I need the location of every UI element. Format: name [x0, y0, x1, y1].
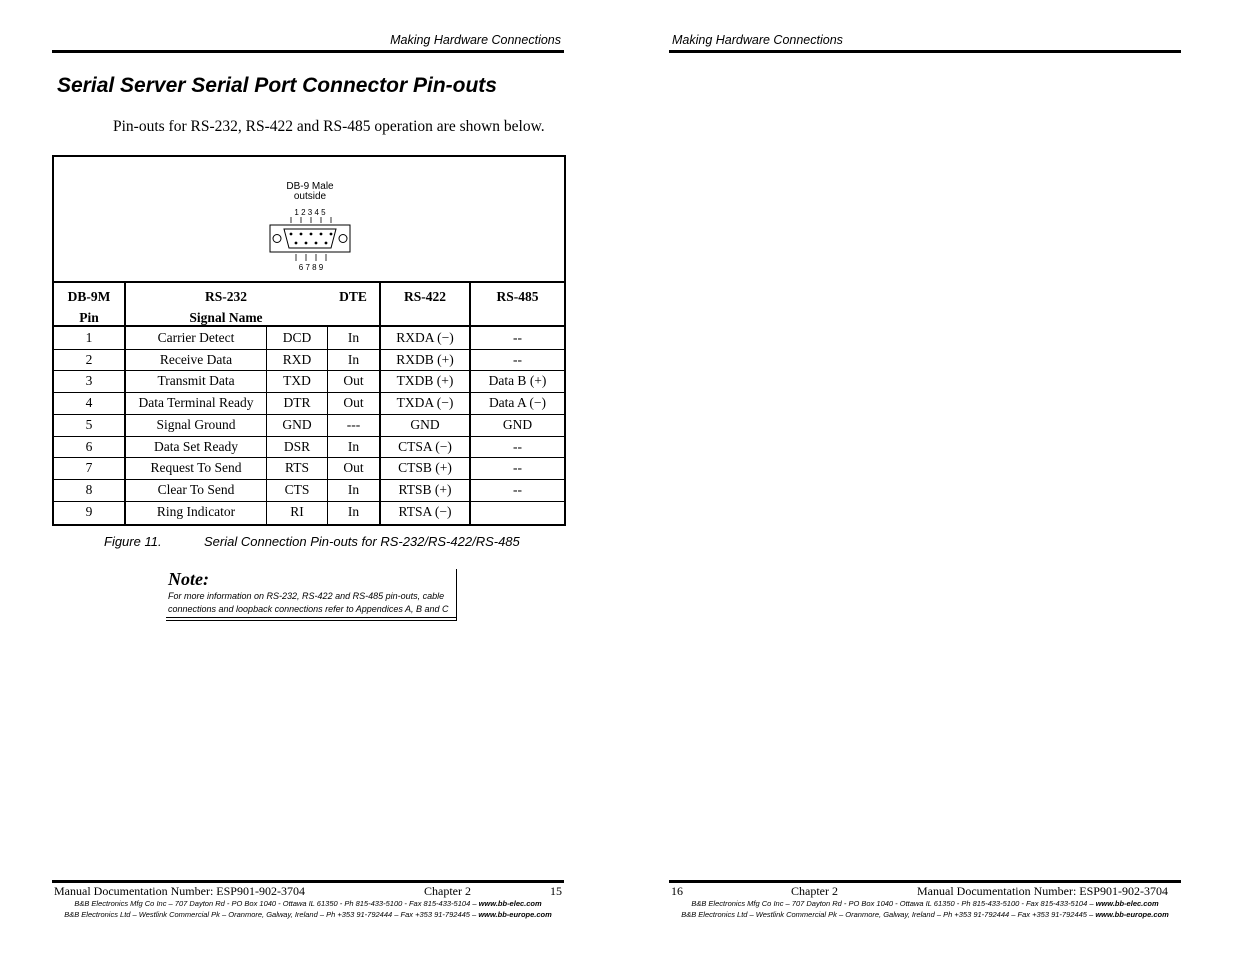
footer-address-us: B&B Electronics Mfg Co Inc – 707 Dayton Rd - PO Box 1040 - Ottawa IL 61350 - Ph 815-433-5100 - Fax 815-433-5104 – www.bb-elec.com	[74, 899, 542, 908]
footer-page-number: 15	[550, 884, 562, 898]
footer-url-us[interactable]: www.bb-elec.com	[478, 899, 542, 908]
cell-abbr: DSR	[283, 438, 311, 454]
cell-rs422: GND	[410, 416, 440, 432]
cell-rs485: --	[513, 481, 522, 497]
footer-rule	[52, 880, 564, 883]
cell-rs485: Data A (−)	[488, 395, 547, 411]
footer-url-us[interactable]: www.bb-elec.com	[1095, 899, 1159, 908]
cell-rs422: TXDA (−)	[396, 395, 454, 411]
cell-pin: 1	[85, 330, 93, 345]
footer-address-eu: B&B Electronics Ltd – Westlink Commercial Pk – Oranmore, Galway, Ireland – Ph +353 91-792444 – Fax +353 91-792445 – www.bb-europe.com	[681, 910, 1169, 919]
header-pin-line2: Pin	[79, 310, 99, 325]
footer-url-eu[interactable]: www.bb-europe.com	[1095, 910, 1169, 919]
footer-doc-number: Manual Documentation Number: ESP901-902-3704	[54, 884, 305, 898]
cell-name: Signal Ground	[156, 416, 236, 432]
cell-abbr: RTS	[285, 460, 309, 476]
cell-rs422: RXDA (−)	[396, 330, 454, 345]
header-pin-line1: DB-9M	[67, 289, 111, 304]
connector-label-2: outside	[293, 191, 327, 202]
note-text: For more information on RS-232, RS-422 and RS-485 pin-outs, cable connections and loopback connections refer to Appendices A, B and C	[168, 591, 449, 614]
footer-address-eu: B&B Electronics Ltd – Westlink Commercial Pk – Oranmore, Galway, Ireland – Ph +353 91-792444 – Fax +353 91-792445 – www.bb-europe.com	[64, 910, 552, 919]
cell-abbr: TXD	[283, 373, 311, 389]
row-divider	[54, 501, 564, 502]
footer-doc-number: Manual Documentation Number: ESP901-902-3704	[917, 884, 1168, 898]
cell-dte: In	[347, 330, 360, 345]
row-divider	[54, 457, 564, 458]
footer-rule	[669, 880, 1181, 883]
cell-rs422: CTSB (+)	[398, 460, 452, 476]
connector-label-1: DB-9 Male	[286, 181, 334, 192]
cell-rs485: GND	[502, 416, 533, 432]
cell-name: Clear To Send	[157, 481, 235, 497]
cell-dte: In	[347, 351, 360, 367]
cell-pin: 4	[85, 395, 93, 411]
cell-name: Transmit Data	[157, 373, 235, 389]
header-rule	[52, 50, 564, 53]
cell-name: Ring Indicator	[156, 503, 236, 519]
header-signal-name: Signal Name	[189, 310, 263, 325]
cell-pin: 9	[85, 503, 93, 519]
figure-number: Figure 11.	[104, 534, 162, 549]
note-title: Note:	[168, 569, 209, 589]
cell-abbr: CTS	[284, 481, 310, 497]
cell-abbr: DCD	[282, 330, 312, 345]
header-rs422: RS-422	[403, 289, 446, 304]
row-divider	[54, 414, 564, 415]
header-rs232: RS-232	[204, 289, 247, 304]
cell-dte: ---	[346, 416, 361, 432]
row-divider	[54, 436, 564, 437]
header-rs485: RS-485	[496, 289, 539, 304]
cell-dte: Out	[343, 395, 364, 411]
row-divider	[54, 479, 564, 480]
cell-rs422: CTSA (−)	[398, 438, 452, 454]
figure-caption: Serial Connection Pin-outs for RS-232/RS-422/RS-485	[204, 534, 520, 549]
footer-address-us: B&B Electronics Mfg Co Inc – 707 Dayton Rd - PO Box 1040 - Ottawa IL 61350 - Ph 815-433-5100 - Fax 815-433-5104 – www.bb-elec.com	[691, 899, 1159, 908]
cell-abbr: DTR	[283, 395, 311, 411]
top-pin-numbers: 1 2 3 4 5	[294, 208, 326, 217]
cell-name: Request To Send	[150, 460, 242, 476]
cell-dte: In	[347, 503, 360, 519]
bottom-pin-numbers: 6 7 8 9	[298, 263, 324, 272]
note-bottom-border-2	[166, 620, 457, 621]
row-divider	[54, 349, 564, 350]
cell-pin: 7	[85, 460, 93, 476]
cell-dte: Out	[343, 460, 364, 476]
cell-name: Receive Data	[159, 351, 233, 367]
running-header: Making Hardware Connections	[672, 33, 843, 47]
mount-hole-left	[273, 235, 281, 243]
cell-name: Data Terminal Ready	[138, 395, 254, 411]
cell-rs422: TXDB (+)	[396, 373, 454, 389]
header-rule	[669, 50, 1181, 53]
cell-rs422: RTSB (+)	[398, 481, 452, 497]
mount-hole-right	[339, 235, 347, 243]
running-header: Making Hardware Connections	[390, 33, 561, 47]
connector-diagram	[54, 157, 564, 283]
row-divider	[54, 370, 564, 371]
cell-dte: Out	[343, 373, 364, 389]
cell-pin: 3	[85, 373, 93, 389]
cell-abbr: RXD	[282, 351, 312, 367]
cell-pin: 2	[85, 351, 93, 367]
header-dte: DTE	[339, 289, 367, 304]
footer-chapter: Chapter 2	[424, 884, 471, 898]
cell-name: Data Set Ready	[154, 438, 238, 454]
db9-connector-illustration	[54, 157, 564, 281]
cell-dte: In	[347, 438, 360, 454]
cell-rs485: --	[513, 330, 522, 345]
cell-pin: 6	[85, 438, 93, 454]
cell-rs485: Data B (+)	[488, 373, 547, 389]
cell-name: Carrier Detect	[157, 330, 235, 345]
right-page	[617, 0, 1235, 954]
footer-page-number: 16	[671, 884, 683, 898]
cell-abbr: GND	[282, 416, 312, 432]
footer-chapter: Chapter 2	[791, 884, 838, 898]
pinout-table	[52, 155, 566, 526]
row-divider	[54, 392, 564, 393]
cell-dte: In	[347, 481, 360, 497]
cell-pin: 8	[85, 481, 93, 497]
cell-abbr: RI	[290, 503, 304, 519]
cell-rs485: --	[513, 351, 522, 367]
connector-face	[284, 229, 336, 248]
left-page	[0, 0, 617, 954]
cell-pin: 5	[85, 416, 93, 432]
intro-paragraph: Pin-outs for RS-232, RS-422 and RS-485 operation are shown below.	[113, 118, 545, 135]
footer-url-eu[interactable]: www.bb-europe.com	[478, 910, 552, 919]
cell-rs485: --	[513, 460, 522, 476]
note-bottom-border	[166, 617, 457, 618]
cell-rs422: RTSA (−)	[398, 503, 452, 519]
section-title: Serial Server Serial Port Connector Pin-outs	[57, 74, 497, 97]
cell-rs422: RXDB (+)	[396, 351, 454, 367]
cell-rs485: --	[513, 438, 522, 454]
